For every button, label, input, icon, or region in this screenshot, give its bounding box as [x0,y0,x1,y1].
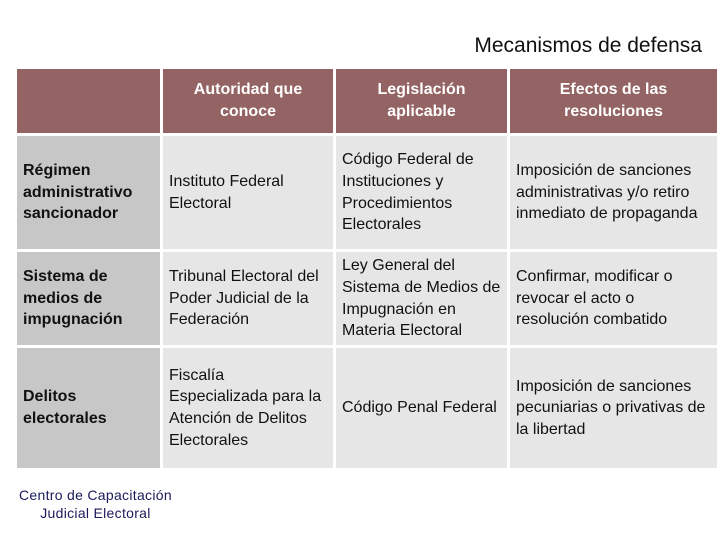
footer-organization [19,486,172,522]
table-cell: Código Penal Federal [336,348,507,468]
row-header-electoral-crimes: Delitos electorales [17,348,160,468]
table-header-effects: Efectos de las resoluciones [510,69,717,133]
row-header-sanctioning-regime: Régimen administrativo sancionador [17,136,160,249]
defense-mechanisms-table [17,69,708,468]
table-cell: Confirmar, modificar o revocar el acto o resolución combatido [510,252,717,345]
table-header-authority: Autoridad que conoce [163,69,333,133]
table-cell: Imposición de sanciones administrativas y/o retiro inmediato de propaganda [510,136,717,249]
table-cell: Tribunal Electoral del Poder Judicial de la Federación [163,252,333,345]
footer-line-1: Centro de Capacitación [19,487,172,503]
table-header-corner [17,69,160,133]
table-header-legislation: Legislación aplicable [336,69,507,133]
table-cell: Instituto Federal Electoral [163,136,333,249]
table-cell: Fiscalía Especializada para la Atención de Delitos Electorales [163,348,333,468]
slide-title: Mecanismos de defensa [474,34,702,57]
table-cell: Imposición de sanciones pecuniarias o privativas de la libertad [510,348,717,468]
table-cell: Código Federal de Instituciones y Procedimientos Electorales [336,136,507,249]
footer-line-2: Judicial Electoral [40,505,151,522]
row-header-appeals-system: Sistema de medios de impugnación [17,252,160,345]
table-cell: Ley General del Sistema de Medios de Impugnación en Materia Electoral [336,252,507,345]
